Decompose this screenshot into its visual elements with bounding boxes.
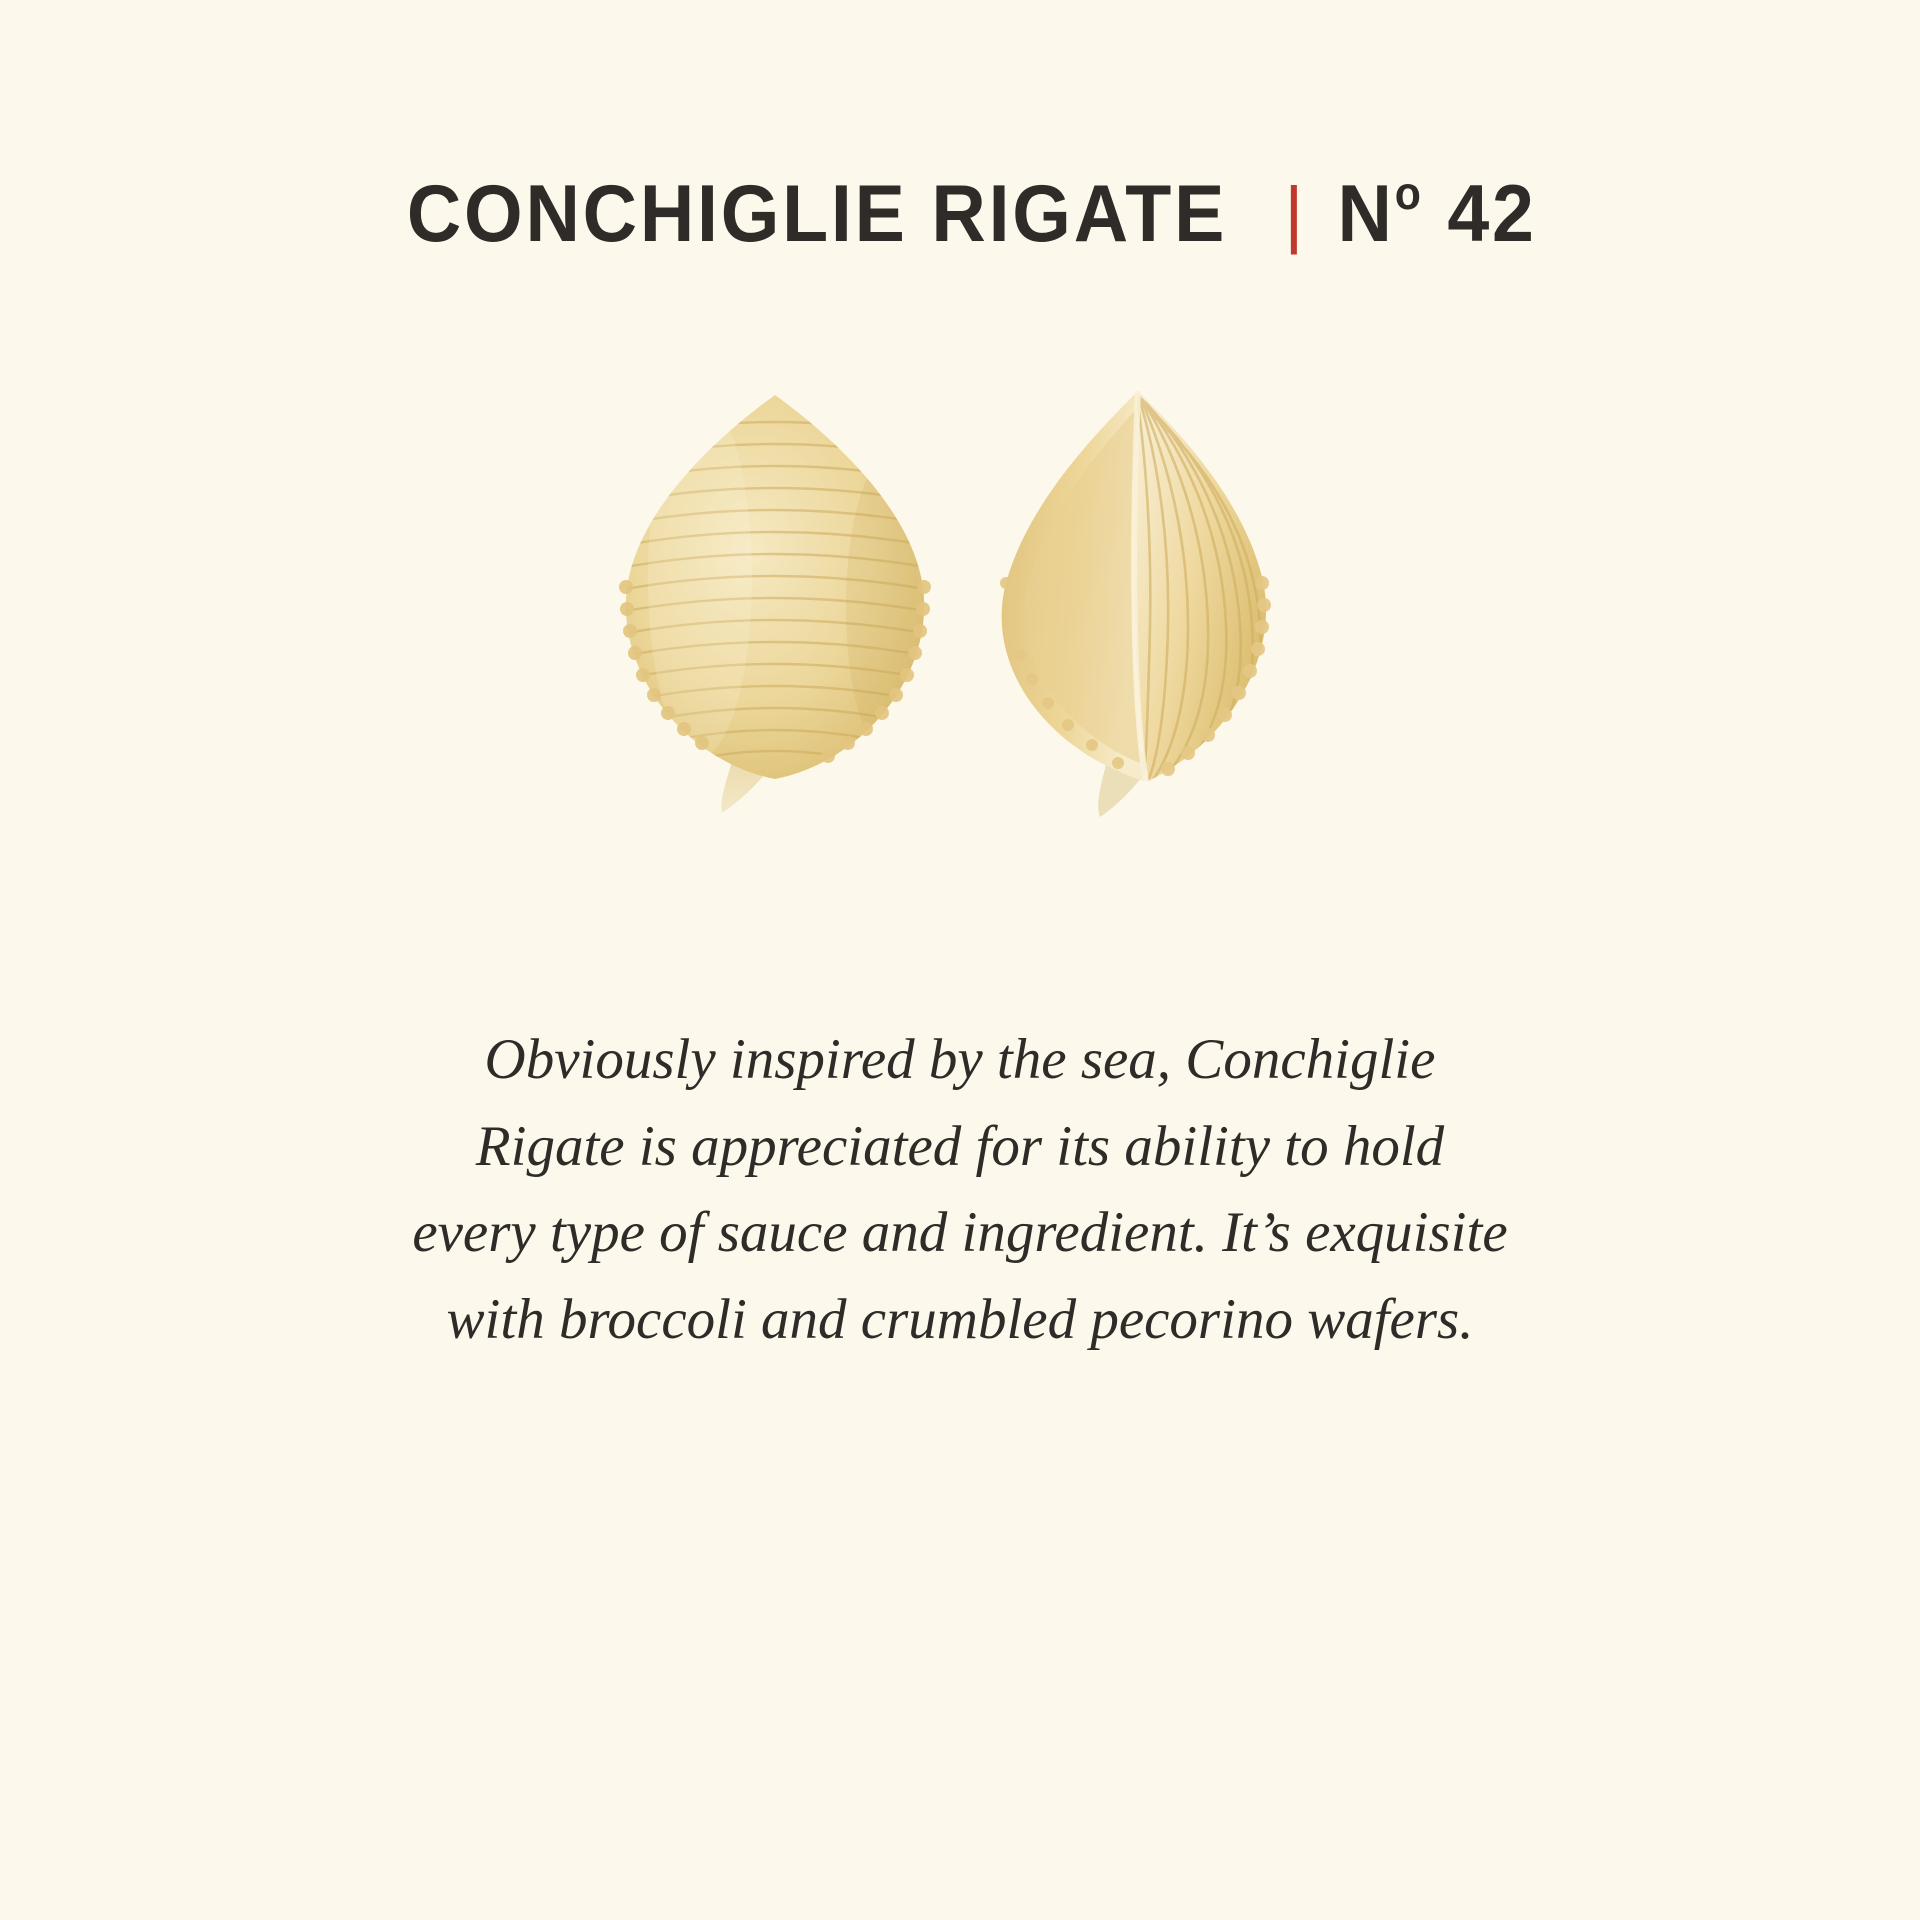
number-ordinal-sup: o bbox=[1394, 167, 1424, 219]
pasta-number bbox=[1337, 168, 1536, 261]
page-title bbox=[376, 168, 1543, 261]
pasta-description: Obviously inspired by the sea, Conchiglie Rigate is appreciated for its ability to hold every type of sauce and ingredient. It’s exquisite with broccoli and crumbled pecorino wafers. bbox=[412, 1028, 1508, 1351]
pasta-image bbox=[580, 377, 1340, 837]
pasta-shell-open-icon bbox=[962, 377, 1332, 837]
number-value: 42 bbox=[1446, 169, 1537, 259]
title-separator: | bbox=[1284, 172, 1304, 255]
number-prefix: N bbox=[1336, 169, 1395, 259]
pasta-name: CONCHIGLIE RIGATE bbox=[407, 169, 1228, 259]
pasta-shell-back-icon bbox=[590, 377, 960, 837]
